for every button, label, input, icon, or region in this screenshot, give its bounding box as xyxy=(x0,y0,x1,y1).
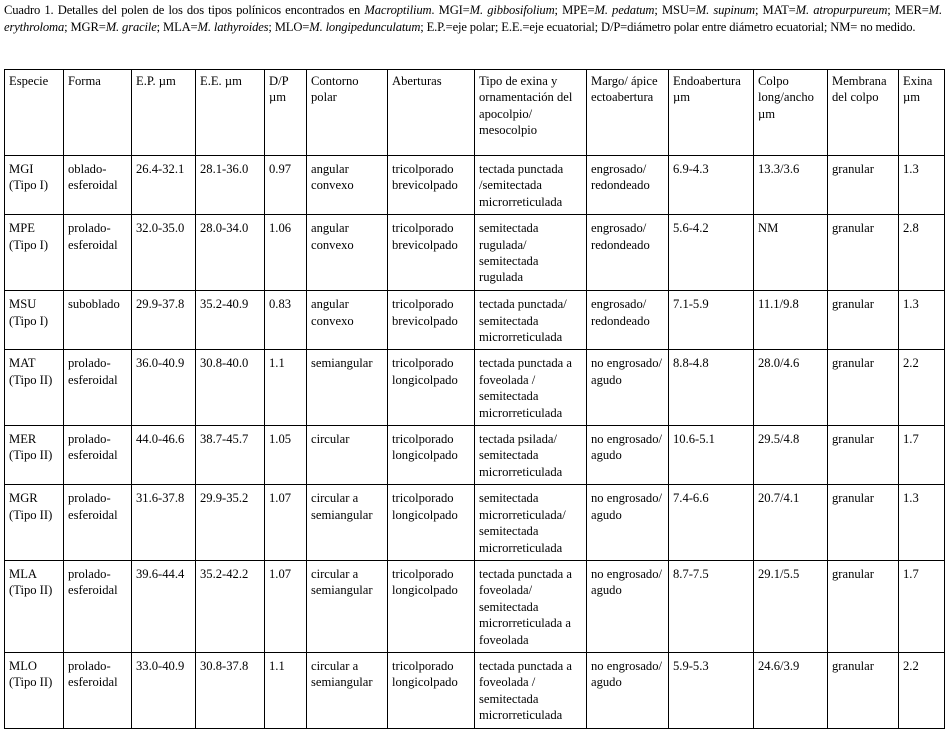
cell-endoabertura: 5.6-4.2 xyxy=(669,215,754,291)
cell-forma: prolado-esferoidal xyxy=(64,350,132,426)
cell-colpo: 28.0/4.6 xyxy=(754,350,828,426)
cell-eje-ecuatorial: 35.2-40.9 xyxy=(196,291,265,350)
cell-tipo-exina: tectada punctada a foveolada/ semitectada microrreticulada a foveolada xyxy=(475,560,587,652)
table-row xyxy=(5,485,945,561)
cell-membrana: granular xyxy=(828,156,899,215)
cell-especie: MAT (Tipo II) xyxy=(5,350,64,426)
header-contorno-polar: Contorno polar xyxy=(307,70,388,156)
cell-contorno-polar: angular convexo xyxy=(307,291,388,350)
header-exina: Exina µm xyxy=(899,70,945,156)
header-colpo: Colpo long/ancho µm xyxy=(754,70,828,156)
cell-d-p: 0.97 xyxy=(265,156,307,215)
cell-especie: MLA (Tipo II) xyxy=(5,560,64,652)
cell-endoabertura: 10.6-5.1 xyxy=(669,426,754,485)
header-margo: Margo/ ápice ectoabertura xyxy=(587,70,669,156)
cell-membrana: granular xyxy=(828,426,899,485)
cell-d-p: 1.05 xyxy=(265,426,307,485)
cell-aberturas: tricolporado brevicolpado xyxy=(388,291,475,350)
cell-margo: no engrosado/ agudo xyxy=(587,485,669,561)
table-row xyxy=(5,215,945,291)
header-membrana: Membrana del colpo xyxy=(828,70,899,156)
cell-eje-polar: 33.0-40.9 xyxy=(132,652,196,728)
cell-exina: 1.7 xyxy=(899,426,945,485)
cell-forma: prolado-esferoidal xyxy=(64,652,132,728)
cell-contorno-polar: angular convexo xyxy=(307,215,388,291)
cell-exina: 1.3 xyxy=(899,485,945,561)
cell-margo: no engrosado/ agudo xyxy=(587,426,669,485)
cell-tipo-exina: semitectada rugulada/ semitectada rugulada xyxy=(475,215,587,291)
cell-exina: 2.2 xyxy=(899,350,945,426)
header-aberturas: Aberturas xyxy=(388,70,475,156)
header-especie: Especie xyxy=(5,70,64,156)
header-row xyxy=(5,70,945,156)
cell-colpo: 20.7/4.1 xyxy=(754,485,828,561)
cell-eje-polar: 26.4-32.1 xyxy=(132,156,196,215)
cell-membrana: granular xyxy=(828,215,899,291)
pollen-table xyxy=(4,69,945,729)
cell-aberturas: tricolporado longicolpado xyxy=(388,426,475,485)
cell-membrana: granular xyxy=(828,652,899,728)
cell-especie: MER (Tipo II) xyxy=(5,426,64,485)
cell-especie: MSU (Tipo I) xyxy=(5,291,64,350)
cell-eje-ecuatorial: 35.2-42.2 xyxy=(196,560,265,652)
cell-colpo: 11.1/9.8 xyxy=(754,291,828,350)
table-row xyxy=(5,560,945,652)
cell-margo: no engrosado/ agudo xyxy=(587,350,669,426)
cell-membrana: granular xyxy=(828,291,899,350)
cell-membrana: granular xyxy=(828,485,899,561)
table-row xyxy=(5,426,945,485)
cell-eje-polar: 32.0-35.0 xyxy=(132,215,196,291)
cell-aberturas: tricolporado brevicolpado xyxy=(388,156,475,215)
cell-eje-ecuatorial: 28.1-36.0 xyxy=(196,156,265,215)
cell-endoabertura: 8.7-7.5 xyxy=(669,560,754,652)
cell-colpo: 29.1/5.5 xyxy=(754,560,828,652)
cell-endoabertura: 7.1-5.9 xyxy=(669,291,754,350)
cell-tipo-exina: tectada psilada/ semitectada microrreticulada xyxy=(475,426,587,485)
cell-d-p: 0.83 xyxy=(265,291,307,350)
cell-endoabertura: 7.4-6.6 xyxy=(669,485,754,561)
cell-margo: no engrosado/ agudo xyxy=(587,560,669,652)
cell-exina: 1.3 xyxy=(899,291,945,350)
cell-d-p: 1.06 xyxy=(265,215,307,291)
cell-aberturas: tricolporado longicolpado xyxy=(388,485,475,561)
cell-exina: 2.8 xyxy=(899,215,945,291)
header-forma: Forma xyxy=(64,70,132,156)
cell-eje-polar: 39.6-44.4 xyxy=(132,560,196,652)
cell-endoabertura: 5.9-5.3 xyxy=(669,652,754,728)
cell-eje-polar: 29.9-37.8 xyxy=(132,291,196,350)
cell-contorno-polar: circular a semiangular xyxy=(307,560,388,652)
table-row xyxy=(5,652,945,728)
cell-tipo-exina: semitectada microrreticulada/ semitectada microrreticulada xyxy=(475,485,587,561)
cell-margo: engrosado/ redondeado xyxy=(587,156,669,215)
header-endoabertura: Endoabertura µm xyxy=(669,70,754,156)
cell-forma: suboblado xyxy=(64,291,132,350)
cell-margo: engrosado/ redondeado xyxy=(587,291,669,350)
cell-forma: prolado-esferoidal xyxy=(64,485,132,561)
cell-contorno-polar: circular xyxy=(307,426,388,485)
cell-tipo-exina: tectada punctada/ semitectada microrreticulada xyxy=(475,291,587,350)
cell-aberturas: tricolporado longicolpado xyxy=(388,652,475,728)
cell-d-p: 1.07 xyxy=(265,560,307,652)
cell-eje-ecuatorial: 29.9-35.2 xyxy=(196,485,265,561)
cell-membrana: granular xyxy=(828,350,899,426)
cell-membrana: granular xyxy=(828,560,899,652)
header-eje-polar: E.P. µm xyxy=(132,70,196,156)
cell-colpo: 13.3/3.6 xyxy=(754,156,828,215)
cell-contorno-polar: semiangular xyxy=(307,350,388,426)
cell-eje-ecuatorial: 30.8-40.0 xyxy=(196,350,265,426)
cell-forma: prolado-esferoidal xyxy=(64,426,132,485)
cell-eje-polar: 44.0-46.6 xyxy=(132,426,196,485)
cell-contorno-polar: circular a semiangular xyxy=(307,485,388,561)
table-row xyxy=(5,156,945,215)
cell-eje-ecuatorial: 30.8-37.8 xyxy=(196,652,265,728)
cell-eje-polar: 36.0-40.9 xyxy=(132,350,196,426)
cell-colpo: 29.5/4.8 xyxy=(754,426,828,485)
header-tipo-exina: Tipo de exina y ornamentación del apocolpio/ mesocolpio xyxy=(475,70,587,156)
cell-aberturas: tricolporado longicolpado xyxy=(388,350,475,426)
cell-forma: oblado-esferoidal xyxy=(64,156,132,215)
table-row xyxy=(5,350,945,426)
cell-tipo-exina: tectada punctada a foveolada / semitectada microrreticulada xyxy=(475,652,587,728)
cell-colpo: NM xyxy=(754,215,828,291)
cell-especie: MGI (Tipo I) xyxy=(5,156,64,215)
cell-d-p: 1.07 xyxy=(265,485,307,561)
cell-eje-ecuatorial: 28.0-34.0 xyxy=(196,215,265,291)
cell-margo: no engrosado/ agudo xyxy=(587,652,669,728)
table-caption: Cuadro 1. Detalles del polen de los dos tipos polínicos encontrados en Macroptilium. MGI=M. gibbosifolium; MPE=M. pedatum; MSU=M. supinum; MAT=M. atropurpureum; MER=M. erythroloma; MGR=M. gracile; MLA=M. lathyroides; MLO=M. longipedunculatum; E.P.=eje polar; E.E.=eje ecuatorial; D/P=diámetro polar entre diámetro ecuatorial; NM= no medido. xyxy=(4,3,942,34)
cell-eje-polar: 31.6-37.8 xyxy=(132,485,196,561)
cell-aberturas: tricolporado longicolpado xyxy=(388,560,475,652)
cell-especie: MGR (Tipo II) xyxy=(5,485,64,561)
cell-exina: 1.7 xyxy=(899,560,945,652)
cell-endoabertura: 6.9-4.3 xyxy=(669,156,754,215)
cell-especie: MLO (Tipo II) xyxy=(5,652,64,728)
cell-especie: MPE (Tipo I) xyxy=(5,215,64,291)
cell-d-p: 1.1 xyxy=(265,350,307,426)
cell-forma: prolado-esferoidal xyxy=(64,560,132,652)
cell-margo: engrosado/ redondeado xyxy=(587,215,669,291)
cell-colpo: 24.6/3.9 xyxy=(754,652,828,728)
cell-aberturas: tricolporado brevicolpado xyxy=(388,215,475,291)
cell-contorno-polar: circular a semiangular xyxy=(307,652,388,728)
header-eje-ecuatorial: E.E. µm xyxy=(196,70,265,156)
cell-tipo-exina: tectada punctada /semitectada microrreticulada xyxy=(475,156,587,215)
cell-eje-ecuatorial: 38.7-45.7 xyxy=(196,426,265,485)
cell-contorno-polar: angular convexo xyxy=(307,156,388,215)
cell-tipo-exina: tectada punctada a foveolada / semitectada microrreticulada xyxy=(475,350,587,426)
table-row xyxy=(5,291,945,350)
header-d-p: D/P µm xyxy=(265,70,307,156)
cell-exina: 1.3 xyxy=(899,156,945,215)
cell-exina: 2.2 xyxy=(899,652,945,728)
table-body xyxy=(5,156,945,729)
cell-d-p: 1.1 xyxy=(265,652,307,728)
cell-forma: prolado-esferoidal xyxy=(64,215,132,291)
cell-endoabertura: 8.8-4.8 xyxy=(669,350,754,426)
